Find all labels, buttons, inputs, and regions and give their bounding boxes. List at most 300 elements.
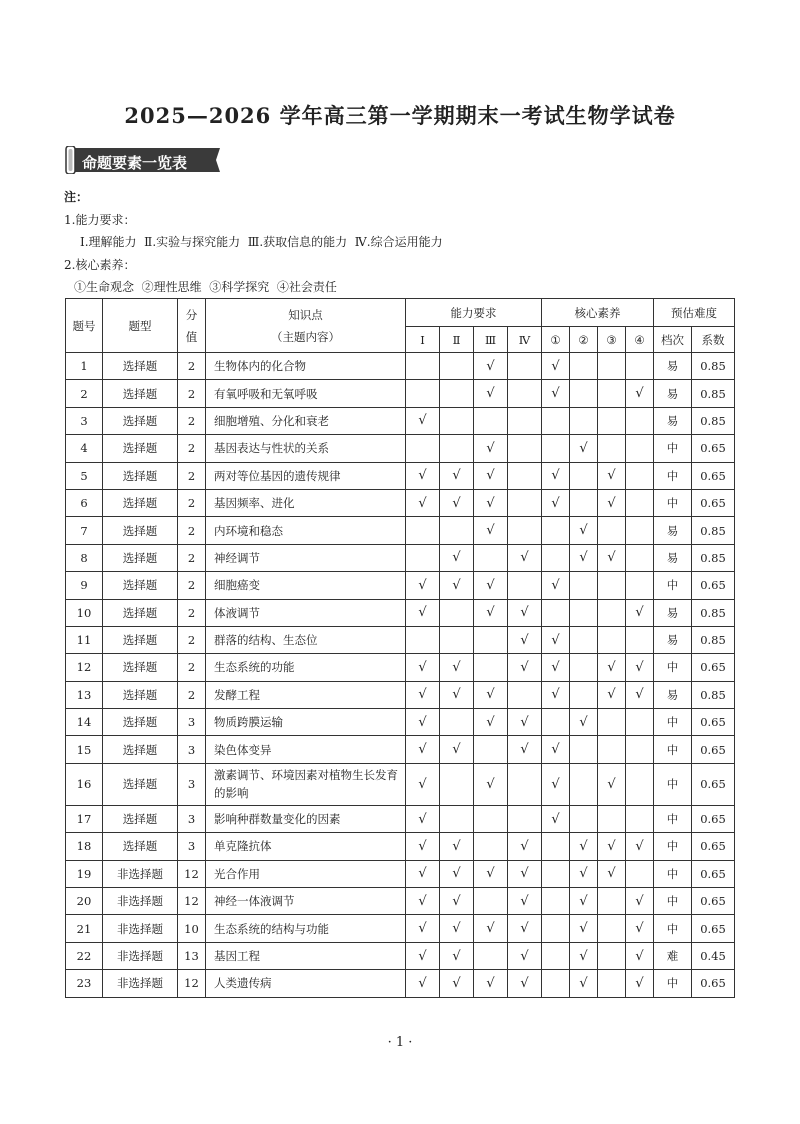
cell-core-check bbox=[598, 517, 626, 544]
table-row bbox=[66, 681, 735, 708]
cell-core-check: √ bbox=[542, 805, 570, 832]
cell-ability-check: √ bbox=[406, 572, 440, 599]
cell-core-check bbox=[626, 709, 654, 736]
cell-ability-check: √ bbox=[406, 462, 440, 489]
cell-ability-check: √ bbox=[474, 709, 508, 736]
cell-core-check bbox=[626, 626, 654, 653]
cell-score: 13 bbox=[178, 942, 206, 969]
cell-core-check bbox=[542, 517, 570, 544]
table-row bbox=[66, 736, 735, 763]
cell-ability-check: √ bbox=[474, 970, 508, 997]
cell-no: 4 bbox=[66, 435, 103, 462]
cell-ability-check: √ bbox=[508, 544, 542, 571]
cell-ability-check: √ bbox=[440, 942, 474, 969]
header-core: 核心素养 bbox=[542, 299, 654, 327]
cell-ability-check bbox=[508, 681, 542, 708]
cell-core-check bbox=[542, 709, 570, 736]
cell-type: 选择题 bbox=[103, 353, 178, 380]
cell-core-check bbox=[570, 407, 598, 434]
cell-ability-check bbox=[508, 763, 542, 805]
cell-no: 12 bbox=[66, 654, 103, 681]
cell-score: 2 bbox=[178, 626, 206, 653]
cell-type: 非选择题 bbox=[103, 970, 178, 997]
cell-coef: 0.65 bbox=[692, 833, 735, 860]
cell-core-check bbox=[598, 380, 626, 407]
cell-ability-check bbox=[440, 709, 474, 736]
cell-knowledge-point: 激素调节、环境因素对植物生长发育的影响 bbox=[206, 763, 406, 805]
cell-coef: 0.65 bbox=[692, 763, 735, 805]
cell-core-check bbox=[626, 860, 654, 887]
table-row bbox=[66, 805, 735, 832]
cell-ability-check: √ bbox=[508, 942, 542, 969]
cell-score: 2 bbox=[178, 462, 206, 489]
header-core-col: ④ bbox=[626, 327, 654, 353]
cell-ability-check: √ bbox=[508, 970, 542, 997]
cell-core-check: √ bbox=[598, 544, 626, 571]
cell-coef: 0.85 bbox=[692, 380, 735, 407]
cell-core-check bbox=[542, 915, 570, 942]
ability-head: 1.能力要求： bbox=[64, 212, 136, 227]
cell-ability-check: √ bbox=[440, 860, 474, 887]
cell-no: 19 bbox=[66, 860, 103, 887]
cell-core-check: √ bbox=[542, 763, 570, 805]
cell-ability-check bbox=[508, 572, 542, 599]
cell-core-check bbox=[626, 805, 654, 832]
cell-no: 1 bbox=[66, 353, 103, 380]
cell-ability-check: √ bbox=[440, 462, 474, 489]
cell-no: 11 bbox=[66, 626, 103, 653]
cell-level: 中 bbox=[654, 970, 692, 997]
cell-no: 3 bbox=[66, 407, 103, 434]
cell-ability-check: √ bbox=[440, 572, 474, 599]
notes-head: 注： bbox=[64, 190, 89, 204]
cell-core-check bbox=[542, 833, 570, 860]
cell-ability-check bbox=[508, 407, 542, 434]
cell-knowledge-point: 神经一体液调节 bbox=[206, 888, 406, 915]
cell-core-check bbox=[598, 435, 626, 462]
cell-coef: 0.65 bbox=[692, 435, 735, 462]
cell-ability-check: √ bbox=[474, 353, 508, 380]
cell-ability-check bbox=[440, 380, 474, 407]
table-row bbox=[66, 626, 735, 653]
cell-ability-check: √ bbox=[474, 380, 508, 407]
cell-knowledge-point: 神经调节 bbox=[206, 544, 406, 571]
table-row bbox=[66, 709, 735, 736]
cell-score: 2 bbox=[178, 599, 206, 626]
cell-coef: 0.85 bbox=[692, 407, 735, 434]
cell-score: 2 bbox=[178, 517, 206, 544]
cell-core-check: √ bbox=[598, 489, 626, 516]
cell-coef: 0.85 bbox=[692, 517, 735, 544]
cell-type: 选择题 bbox=[103, 517, 178, 544]
cell-core-check bbox=[598, 626, 626, 653]
cell-no: 2 bbox=[66, 380, 103, 407]
header-knowledge-point bbox=[206, 299, 406, 353]
cell-core-check: √ bbox=[626, 380, 654, 407]
cell-knowledge-point: 发酵工程 bbox=[206, 681, 406, 708]
cell-core-check: √ bbox=[598, 462, 626, 489]
cell-core-check bbox=[570, 462, 598, 489]
cell-core-check bbox=[570, 763, 598, 805]
exam-elements-table bbox=[65, 298, 735, 998]
cell-ability-check bbox=[474, 736, 508, 763]
cell-ability-check: √ bbox=[406, 860, 440, 887]
cell-coef: 0.65 bbox=[692, 489, 735, 516]
header-ability: 能力要求 bbox=[406, 299, 542, 327]
cell-core-check: √ bbox=[542, 736, 570, 763]
cell-score: 2 bbox=[178, 435, 206, 462]
cell-level: 易 bbox=[654, 380, 692, 407]
cell-type: 非选择题 bbox=[103, 888, 178, 915]
cell-ability-check: √ bbox=[406, 681, 440, 708]
cell-ability-check: √ bbox=[440, 736, 474, 763]
cell-core-check: √ bbox=[570, 709, 598, 736]
cell-score: 12 bbox=[178, 888, 206, 915]
cell-core-check: √ bbox=[570, 435, 598, 462]
cell-ability-check: √ bbox=[440, 681, 474, 708]
cell-coef: 0.85 bbox=[692, 599, 735, 626]
cell-core-check bbox=[598, 805, 626, 832]
cell-ability-check: √ bbox=[440, 544, 474, 571]
cell-score: 10 bbox=[178, 915, 206, 942]
cell-ability-check bbox=[440, 353, 474, 380]
cell-coef: 0.65 bbox=[692, 654, 735, 681]
cell-ability-check: √ bbox=[406, 736, 440, 763]
cell-ability-check bbox=[474, 833, 508, 860]
cell-ability-check: √ bbox=[474, 462, 508, 489]
cell-core-check bbox=[570, 626, 598, 653]
cell-score: 3 bbox=[178, 709, 206, 736]
cell-core-check: √ bbox=[542, 489, 570, 516]
cell-core-check bbox=[626, 572, 654, 599]
table-row bbox=[66, 407, 735, 434]
cell-level: 易 bbox=[654, 681, 692, 708]
cell-ability-check bbox=[474, 805, 508, 832]
cell-type: 选择题 bbox=[103, 544, 178, 571]
table-row bbox=[66, 572, 735, 599]
cell-level: 中 bbox=[654, 860, 692, 887]
cell-ability-check: √ bbox=[508, 654, 542, 681]
cell-ability-check: √ bbox=[406, 915, 440, 942]
cell-score: 3 bbox=[178, 833, 206, 860]
cell-ability-check: √ bbox=[508, 915, 542, 942]
cell-core-check bbox=[542, 435, 570, 462]
cell-ability-check: √ bbox=[406, 763, 440, 805]
cell-core-check bbox=[570, 599, 598, 626]
cell-ability-check bbox=[406, 544, 440, 571]
cell-ability-check bbox=[508, 380, 542, 407]
cell-ability-check: √ bbox=[406, 805, 440, 832]
cell-score: 2 bbox=[178, 407, 206, 434]
cell-coef: 0.85 bbox=[692, 544, 735, 571]
cell-ability-check bbox=[508, 805, 542, 832]
cell-no: 14 bbox=[66, 709, 103, 736]
cell-score: 2 bbox=[178, 353, 206, 380]
cell-no: 22 bbox=[66, 942, 103, 969]
cell-no: 7 bbox=[66, 517, 103, 544]
cell-no: 8 bbox=[66, 544, 103, 571]
cell-core-check: √ bbox=[626, 888, 654, 915]
cell-ability-check: √ bbox=[406, 942, 440, 969]
cell-level: 易 bbox=[654, 599, 692, 626]
cell-level: 中 bbox=[654, 462, 692, 489]
cell-no: 17 bbox=[66, 805, 103, 832]
cell-no: 18 bbox=[66, 833, 103, 860]
cell-ability-check bbox=[474, 654, 508, 681]
cell-ability-check: √ bbox=[508, 833, 542, 860]
header-level: 档次 bbox=[654, 327, 692, 353]
cell-core-check: √ bbox=[542, 353, 570, 380]
cell-coef: 0.65 bbox=[692, 572, 735, 599]
ability-list: Ⅰ.理解能力 Ⅱ.实验与探究能力 Ⅲ.获取信息的能力 Ⅳ.综合运用能力 bbox=[80, 235, 443, 249]
cell-core-check bbox=[570, 353, 598, 380]
page-title: 2025—2026 学年高三第一学期期末一考试生物学试卷 bbox=[124, 103, 676, 128]
cell-ability-check: √ bbox=[474, 517, 508, 544]
cell-knowledge-point: 内环境和稳态 bbox=[206, 517, 406, 544]
table-row bbox=[66, 380, 735, 407]
cell-ability-check bbox=[474, 544, 508, 571]
cell-level: 中 bbox=[654, 805, 692, 832]
cell-score: 2 bbox=[178, 544, 206, 571]
cell-type: 选择题 bbox=[103, 736, 178, 763]
cell-type: 非选择题 bbox=[103, 860, 178, 887]
cell-core-check bbox=[570, 681, 598, 708]
cell-ability-check: √ bbox=[474, 915, 508, 942]
cell-core-check bbox=[570, 654, 598, 681]
cell-core-check bbox=[542, 860, 570, 887]
cell-no: 20 bbox=[66, 888, 103, 915]
header-score bbox=[178, 299, 206, 353]
cell-core-check: √ bbox=[626, 681, 654, 708]
cell-knowledge-point: 染色体变异 bbox=[206, 736, 406, 763]
cell-core-check: √ bbox=[542, 380, 570, 407]
header-score-2: 值 bbox=[185, 329, 198, 344]
cell-core-check: √ bbox=[570, 970, 598, 997]
cell-core-check: √ bbox=[570, 888, 598, 915]
cell-ability-check bbox=[406, 435, 440, 462]
cell-ability-check: √ bbox=[474, 489, 508, 516]
cell-core-check: √ bbox=[570, 860, 598, 887]
cell-level: 难 bbox=[654, 942, 692, 969]
cell-ability-check: √ bbox=[474, 860, 508, 887]
cell-type: 选择题 bbox=[103, 654, 178, 681]
header-no: 题号 bbox=[66, 299, 103, 353]
cell-core-check: √ bbox=[626, 833, 654, 860]
header-difficulty: 预估难度 bbox=[654, 299, 735, 327]
cell-core-check: √ bbox=[598, 833, 626, 860]
cell-ability-check bbox=[440, 763, 474, 805]
table-row bbox=[66, 654, 735, 681]
cell-type: 选择题 bbox=[103, 462, 178, 489]
cell-type: 选择题 bbox=[103, 681, 178, 708]
cell-core-check bbox=[570, 380, 598, 407]
table-row bbox=[66, 435, 735, 462]
table-row bbox=[66, 544, 735, 571]
cell-type: 非选择题 bbox=[103, 942, 178, 969]
cell-core-check: √ bbox=[570, 833, 598, 860]
banner-title: 命题要素一览表 bbox=[82, 154, 188, 172]
cell-core-check bbox=[598, 572, 626, 599]
cell-score: 2 bbox=[178, 654, 206, 681]
cell-level: 易 bbox=[654, 407, 692, 434]
cell-knowledge-point: 体液调节 bbox=[206, 599, 406, 626]
table-row bbox=[66, 942, 735, 969]
cell-score: 3 bbox=[178, 736, 206, 763]
cell-knowledge-point: 生态系统的功能 bbox=[206, 654, 406, 681]
cell-knowledge-point: 物质跨膜运输 bbox=[206, 709, 406, 736]
cell-coef: 0.85 bbox=[692, 353, 735, 380]
cell-score: 2 bbox=[178, 489, 206, 516]
cell-core-check: √ bbox=[570, 544, 598, 571]
cell-core-check: √ bbox=[626, 915, 654, 942]
table-row bbox=[66, 860, 735, 887]
cell-ability-check: √ bbox=[440, 489, 474, 516]
cell-ability-check bbox=[508, 353, 542, 380]
core-head: 2.核心素养： bbox=[64, 257, 136, 272]
header-core-col: ② bbox=[570, 327, 598, 353]
cell-ability-check bbox=[440, 517, 474, 544]
cell-core-check bbox=[598, 888, 626, 915]
cell-score: 3 bbox=[178, 763, 206, 805]
cell-ability-check bbox=[406, 380, 440, 407]
cell-ability-check: √ bbox=[440, 970, 474, 997]
header-ability-col: Ⅱ bbox=[440, 327, 474, 353]
cell-ability-check: √ bbox=[406, 599, 440, 626]
cell-ability-check bbox=[440, 407, 474, 434]
table-row bbox=[66, 489, 735, 516]
cell-core-check bbox=[570, 736, 598, 763]
cell-core-check: √ bbox=[542, 626, 570, 653]
cell-score: 2 bbox=[178, 572, 206, 599]
header-ability-col: Ⅳ bbox=[508, 327, 542, 353]
cell-level: 中 bbox=[654, 709, 692, 736]
cell-type: 选择题 bbox=[103, 572, 178, 599]
cell-ability-check: √ bbox=[508, 626, 542, 653]
cell-no: 5 bbox=[66, 462, 103, 489]
cell-score: 12 bbox=[178, 860, 206, 887]
cell-level: 中 bbox=[654, 654, 692, 681]
cell-ability-check: √ bbox=[406, 407, 440, 434]
cell-no: 16 bbox=[66, 763, 103, 805]
table-row bbox=[66, 763, 735, 805]
header-score-1: 分 bbox=[185, 307, 198, 322]
cell-core-check bbox=[626, 462, 654, 489]
cell-ability-check bbox=[474, 407, 508, 434]
cell-no: 9 bbox=[66, 572, 103, 599]
cell-ability-check bbox=[440, 599, 474, 626]
cell-ability-check: √ bbox=[474, 572, 508, 599]
cell-core-check bbox=[542, 407, 570, 434]
cell-ability-check: √ bbox=[474, 599, 508, 626]
cell-core-check bbox=[626, 489, 654, 516]
table-row bbox=[66, 833, 735, 860]
cell-ability-check bbox=[440, 805, 474, 832]
cell-core-check bbox=[598, 599, 626, 626]
cell-core-check bbox=[598, 407, 626, 434]
cell-core-check bbox=[598, 915, 626, 942]
cell-core-check bbox=[598, 709, 626, 736]
cell-ability-check: √ bbox=[440, 915, 474, 942]
cell-core-check bbox=[626, 435, 654, 462]
cell-type: 选择题 bbox=[103, 489, 178, 516]
cell-ability-check bbox=[508, 517, 542, 544]
cell-core-check bbox=[626, 763, 654, 805]
cell-core-check bbox=[626, 736, 654, 763]
cell-type: 选择题 bbox=[103, 805, 178, 832]
cell-type: 选择题 bbox=[103, 626, 178, 653]
cell-core-check: √ bbox=[626, 970, 654, 997]
header-type: 题型 bbox=[103, 299, 178, 353]
notes-section bbox=[64, 186, 443, 299]
cell-ability-check bbox=[440, 626, 474, 653]
cell-level: 中 bbox=[654, 888, 692, 915]
cell-ability-check: √ bbox=[440, 833, 474, 860]
header-ability-col: Ⅰ bbox=[406, 327, 440, 353]
table-row bbox=[66, 517, 735, 544]
cell-knowledge-point: 光合作用 bbox=[206, 860, 406, 887]
table-row bbox=[66, 599, 735, 626]
cell-core-check: √ bbox=[598, 654, 626, 681]
cell-coef: 0.85 bbox=[692, 626, 735, 653]
cell-core-check: √ bbox=[626, 599, 654, 626]
cell-type: 选择题 bbox=[103, 763, 178, 805]
cell-ability-check bbox=[508, 435, 542, 462]
cell-ability-check: √ bbox=[508, 736, 542, 763]
cell-ability-check bbox=[474, 942, 508, 969]
table-row bbox=[66, 888, 735, 915]
cell-core-check bbox=[570, 805, 598, 832]
cell-coef: 0.65 bbox=[692, 915, 735, 942]
cell-type: 选择题 bbox=[103, 407, 178, 434]
cell-knowledge-point: 细胞增殖、分化和衰老 bbox=[206, 407, 406, 434]
cell-core-check bbox=[598, 353, 626, 380]
cell-core-check: √ bbox=[570, 942, 598, 969]
cell-knowledge-point: 群落的结构、生态位 bbox=[206, 626, 406, 653]
cell-coef: 0.65 bbox=[692, 860, 735, 887]
cell-level: 易 bbox=[654, 626, 692, 653]
header-core-col: ③ bbox=[598, 327, 626, 353]
cell-knowledge-point: 人类遗传病 bbox=[206, 970, 406, 997]
cell-level: 中 bbox=[654, 736, 692, 763]
header-core-col: ① bbox=[542, 327, 570, 353]
cell-no: 6 bbox=[66, 489, 103, 516]
cell-core-check bbox=[598, 736, 626, 763]
cell-ability-check bbox=[440, 435, 474, 462]
cell-core-check bbox=[542, 970, 570, 997]
cell-ability-check: √ bbox=[474, 435, 508, 462]
cell-level: 中 bbox=[654, 915, 692, 942]
cell-core-check: √ bbox=[570, 915, 598, 942]
cell-score: 2 bbox=[178, 380, 206, 407]
cell-ability-check: √ bbox=[508, 888, 542, 915]
cell-coef: 0.65 bbox=[692, 462, 735, 489]
cell-ability-check: √ bbox=[406, 833, 440, 860]
cell-coef: 0.85 bbox=[692, 681, 735, 708]
cell-level: 易 bbox=[654, 353, 692, 380]
cell-level: 中 bbox=[654, 763, 692, 805]
cell-ability-check: √ bbox=[508, 860, 542, 887]
cell-level: 中 bbox=[654, 489, 692, 516]
cell-coef: 0.65 bbox=[692, 888, 735, 915]
cell-core-check bbox=[626, 353, 654, 380]
cell-core-check: √ bbox=[570, 517, 598, 544]
cell-core-check bbox=[570, 572, 598, 599]
cell-core-check bbox=[542, 544, 570, 571]
cell-knowledge-point: 基因频率、进化 bbox=[206, 489, 406, 516]
cell-knowledge-point: 单克隆抗体 bbox=[206, 833, 406, 860]
cell-level: 易 bbox=[654, 544, 692, 571]
cell-ability-check: √ bbox=[406, 489, 440, 516]
